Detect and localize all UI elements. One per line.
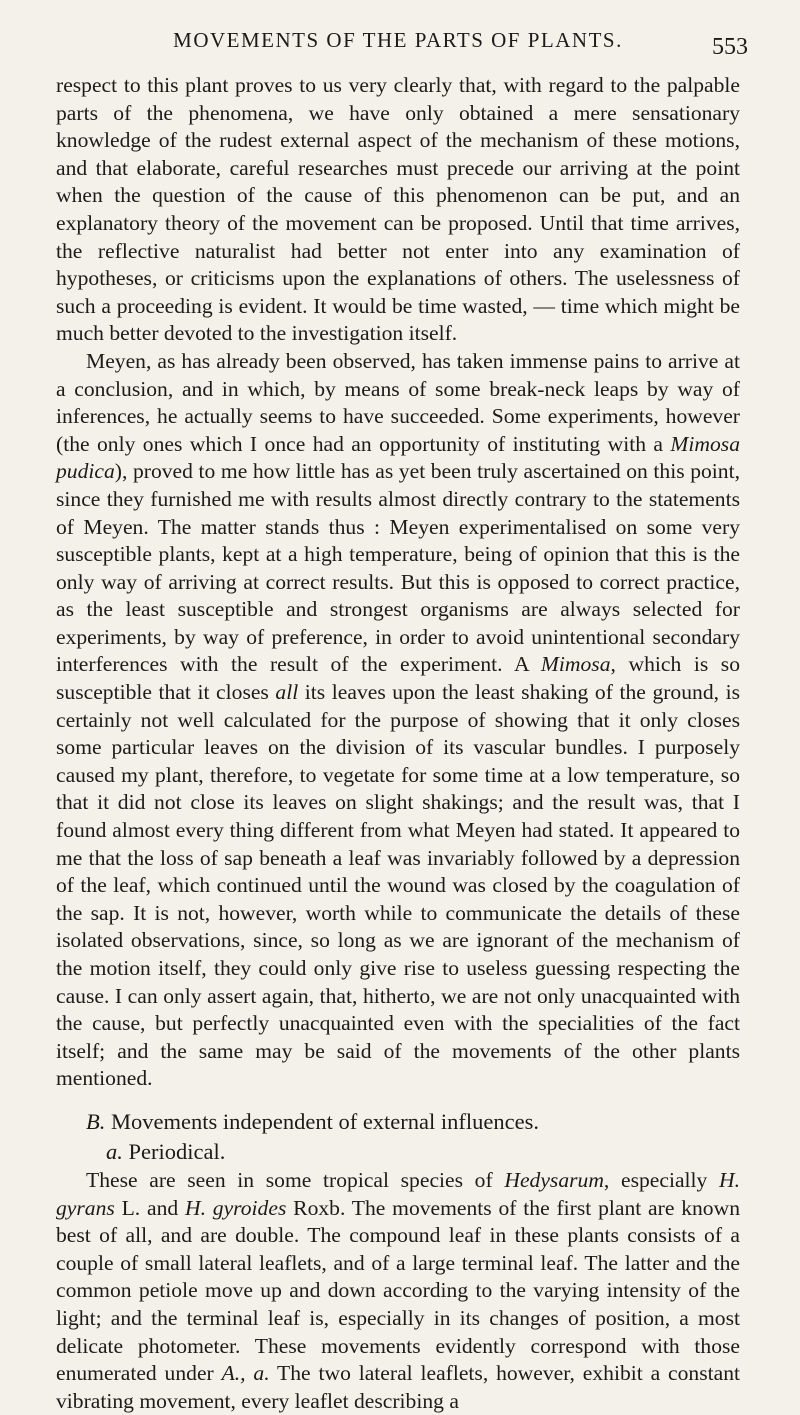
text-run: Meyen, as has already been observed, has taken immense pains to arrive at a conclusion, and in which, by means of some break-neck leaps by way of inferences, he actually seems to have succeeded. Some experiments, however (the only ones which I once had an opportunity of instituting with a (56, 348, 740, 456)
italic-term: Hedysarum (504, 1167, 604, 1192)
running-title: MOVEMENTS OF THE PARTS OF PLANTS. (173, 28, 623, 52)
section-heading (56, 1107, 740, 1137)
running-head (56, 0, 748, 72)
text-run: , which is so susceptible that it closes (56, 652, 741, 705)
italic-term: Mimosa (540, 652, 611, 677)
text-run: , especially (603, 1167, 720, 1192)
italic-term: Mimosa pudica (56, 431, 740, 484)
section-title: Movements independent of external influences. (105, 1108, 539, 1134)
paragraph-meyen (56, 348, 740, 1093)
body-text (56, 72, 740, 1415)
section-letter: B. (86, 1108, 106, 1134)
text-run: ), proved to me how little has as yet been truly ascertained on this point, since they furnished me with results almost directly contrary to the statements of Meyen. The matter stands thus : Meyen experimentalised on some very susceptible plants, kept at a high temperature, being of opinion that this is the only way of arriving at correct results. But this is opposed to correct practice, as the least susceptible and strongest organisms are always selected for experiments, by way of preference, in order to avoid unintentional secondary interferences with the result of the experiment. A (56, 459, 740, 677)
subsection-heading (56, 1137, 740, 1167)
subsection-title: Periodical. (122, 1138, 226, 1164)
subsection-letter: a. (106, 1138, 123, 1164)
page-number: 553 (712, 34, 748, 60)
italic-term: H. gyroides (184, 1195, 287, 1220)
paragraph-hedysarum (56, 1167, 740, 1415)
italic-term: A., a. (221, 1361, 270, 1386)
text-run: The two lateral leaflets, however, exhibit a constant vibrating movement, every leaflet describing a (56, 1361, 740, 1413)
italic-term: all (275, 680, 299, 705)
italic-term: H. gyrans (56, 1167, 741, 1220)
text-run: L. and (114, 1195, 185, 1220)
text-run: its leaves upon the least shaking of the ground, is certainly not well calculated for the purpose of showing that it only closes some particular leaves on the division of its vascular bundles. I purposely caused my plant, therefore, to vegetate for some time at a low temperature, so that it did not close its leaves on slight shakings; and the result was, that I found almost every thing different from what Meyen had stated. It appeared to me that the loss of sap beneath a leaf was invariably followed by a depression of the leaf, which continued until the wound was closed by the coagulation of the sap. It is not, however, worth while to communicate the details of these isolated observations, since, so long as we are ignorant of the mechanism of the motion itself, they could only give rise to useless guessing respecting the cause. I can only assert again, that, hitherto, we are not only unacquainted with the cause, but perfectly unacquainted even with the specialities of the fact itself; and the same may be said of the movements of the other plants mentioned. (56, 680, 741, 1091)
text-run: These are seen in some tropical species of (86, 1167, 505, 1192)
paragraph-continued: respect to this plant proves to us very clearly that, with regard to the palpable parts of the phenomena, we have only obtained a mere sensationary knowledge of the rudest external aspect of the mechanism of these motions, and that elaborate, careful researches must precede our arriving at the point when the question of the cause of this phenomenon can be put, and an explanatory theory of the movement can be proposed. Until that time arrives, the reflective naturalist had better not enter into any examination of hypotheses, or criticisms upon the explanations of others. The uselessness of such a proceeding is evident. It would be time wasted, — time which might be much better devoted to the investigation itself. (56, 73, 740, 346)
text-run: Roxb. The movements of the first plant are known best of all, and are double. The compound leaf in these plants consists of a couple of small lateral leaflets, and of a large terminal leaf. The latter and the common petiole move up and down according to the varying intensity of the light; and the terminal leaf is, especially in its changes of position, a most delicate photometer. These movements evidently correspond with those enumerated under (56, 1195, 740, 1386)
